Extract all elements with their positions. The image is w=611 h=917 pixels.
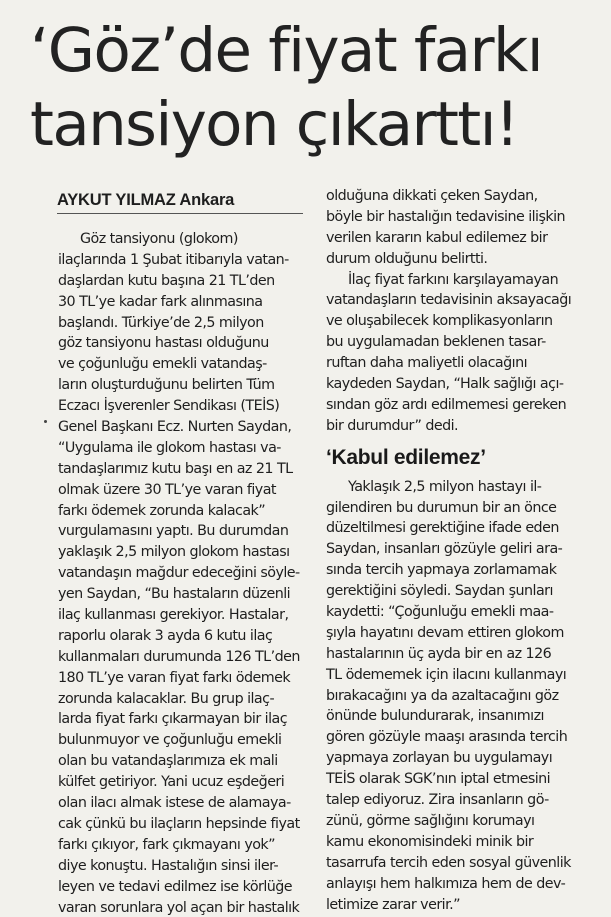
text-line: ve çoğunluğu emekli vatandaş-: [58, 356, 267, 373]
text-line: yaklaşık 2,5 milyon glokom hastası: [58, 544, 290, 561]
text-line: 30 TL’ye kadar fark alınmasına: [58, 293, 263, 310]
text-line: farkı ödemek zorunda kalacak”: [58, 502, 266, 519]
text-line: böyle bir hastalığın tedavisine ilişkin: [326, 208, 566, 225]
article-column-left: [58, 229, 306, 917]
text-line: olan ilacı almak istese de alamaya-: [58, 795, 291, 812]
text-line: Eczacı İşverenler Sendikası (TEİS): [58, 398, 280, 415]
text-line: letimize zarar verir.”: [326, 896, 460, 913]
article-column-right: [326, 186, 602, 915]
text-line: anlayışı hem halkımıza hem de dev-: [326, 875, 566, 892]
text-line: gerektiğini söyledi. Saydan şunları: [326, 583, 553, 600]
text-line: ruftan daha maliyetli olacağını: [326, 355, 528, 372]
text-line: tandaşlarımız kutu başı en az 21 TL: [58, 460, 293, 477]
text-line: TL ödememek için ilacını kullanmayı: [326, 666, 567, 683]
text-line: ların oluşturduğunu belirten Tüm: [58, 377, 275, 394]
text-line: ilaçlarında 1 Şubat itibarıyla vatan-: [58, 251, 289, 268]
text-line: olduğuna dikkati çeken Saydan,: [326, 188, 538, 204]
text-line: şıyla hayatını devam ettiren glokom: [326, 624, 564, 641]
text-line: verilen kararın kabul edilemez bir: [326, 229, 548, 246]
text-line: larda fiyat farkı çıkarmayan bir ilaç: [58, 711, 288, 728]
text-line: raporlu olarak 3 ayda 6 kutu ilaç: [58, 627, 273, 644]
text-line: gören gözüyle maaşı arasında tercih: [326, 729, 568, 746]
text-line: durum olduğunu belirtti.: [326, 250, 488, 267]
text-line: göz tansiyonu hastası olduğunu: [58, 335, 269, 352]
text-line: vatandaşın mağdur edeceğini söyle-: [58, 565, 300, 582]
text-line: olmak üzere 30 TL’ye varan fiyat: [58, 481, 276, 498]
headline: [30, 14, 605, 162]
text-line: vurgulamasını yaptı. Bu durumdan: [58, 523, 289, 540]
text-line: bu uygulamadan beklenen tasar-: [326, 334, 546, 351]
byline-location: Ankara: [179, 191, 235, 209]
margin-dot: [44, 420, 47, 423]
text-line: İlaç fiyat farkını karşılayamayan: [348, 271, 559, 288]
headline-line-1: ‘Göz’de fiyat farkı: [30, 15, 543, 86]
text-line: sında tercih yapmaya zorlamamak: [326, 562, 557, 579]
text-line: talep ediyoruz. Zira insanların gö-: [326, 792, 549, 809]
text-line: leyen ve tedavi edilmez ise körlüğe: [58, 878, 293, 895]
text-line: hastalarının üç ayda bir en az 126: [326, 645, 552, 662]
text-line: TEİS olarak SGK’nın iptal etmesini: [326, 771, 551, 788]
text-line: olan bu vatandaşlarımıza ek mali: [58, 753, 278, 770]
subheading: ‘Kabul edilemez’: [326, 445, 486, 469]
text-line: zünü, görme sağlığını korumayı: [326, 812, 535, 829]
text-line: zorunda kalacaklar. Bu grup ilaç-: [58, 690, 275, 707]
text-line: önünde bulundurarak, insanımızı: [326, 708, 544, 725]
text-line: kaydeden Saydan, “Halk sağlığı açı-: [326, 376, 564, 393]
text-line: sından göz ardı edilmemesi gereken: [326, 396, 567, 413]
text-line: daşlardan kutu başına 21 TL’den: [58, 272, 275, 289]
text-line: bırakacağını ya da azaltacağını göz: [326, 687, 559, 704]
text-line: kamu ekonomisindeki minik bir: [326, 833, 534, 850]
text-line: kaydetti: “Çoğunluğu emekli maa-: [326, 604, 554, 621]
text-line: Göz tansiyonu (glokom): [80, 231, 238, 247]
text-line: gilendiren bu durumun bir an önce: [326, 499, 557, 516]
text-line: bulunmuyor ve çoğunluğu emekli: [58, 732, 282, 749]
headline-line-2: tansiyon çıkarttı!: [30, 89, 518, 160]
text-line: vatandaşların tedavisinin aksayacağı: [326, 292, 572, 309]
text-line: tasarrufa tercih eden sosyal güvenlik: [326, 854, 571, 871]
text-line: yapmaya zorlayan bu uygulamayı: [326, 750, 553, 767]
text-line: 180 TL’ye varan fiyat farkı ödemek: [58, 669, 291, 686]
text-line: Saydan, insanları gözüyle geliri ara-: [326, 541, 563, 558]
text-line: cak çünkü bu ilaçların hepsinde fiyat: [58, 815, 300, 832]
text-line: bir durumdur” dedi.: [326, 417, 459, 434]
text-line: Genel Başkanı Ecz. Nurten Saydan,: [58, 419, 292, 436]
byline-author: AYKUT YILMAZ: [57, 191, 176, 209]
text-line: kullanmaları durumunda 126 TL’den: [58, 648, 300, 665]
text-line: külfet getiriyor. Yani ucuz eşdeğeri: [58, 774, 285, 791]
text-line: düzeltilmesi gerektiğine ifade eden: [326, 520, 559, 537]
text-line: ilaç kullanması gerekiyor. Hastalar,: [58, 607, 289, 624]
text-line: varan sorunlara yol açan bir hastalık: [58, 899, 300, 916]
text-line: ve oluşabilecek komplikasyonların: [326, 313, 553, 330]
text-line: başlandı. Türkiye’de 2,5 milyon: [58, 314, 264, 331]
text-line: “Uygulama ile glokom hastası va-: [58, 439, 281, 456]
text-line: yen Saydan, “Bu hastaların düzenli: [58, 586, 291, 603]
text-line: diye konuştu. Hastalığın sinsi iler-: [58, 857, 279, 874]
text-line: farkı çıkıyor, fark çıkmayanı yok”: [58, 836, 276, 853]
text-line: Yaklaşık 2,5 milyon hastayı il-: [348, 478, 542, 495]
byline: [57, 188, 303, 214]
